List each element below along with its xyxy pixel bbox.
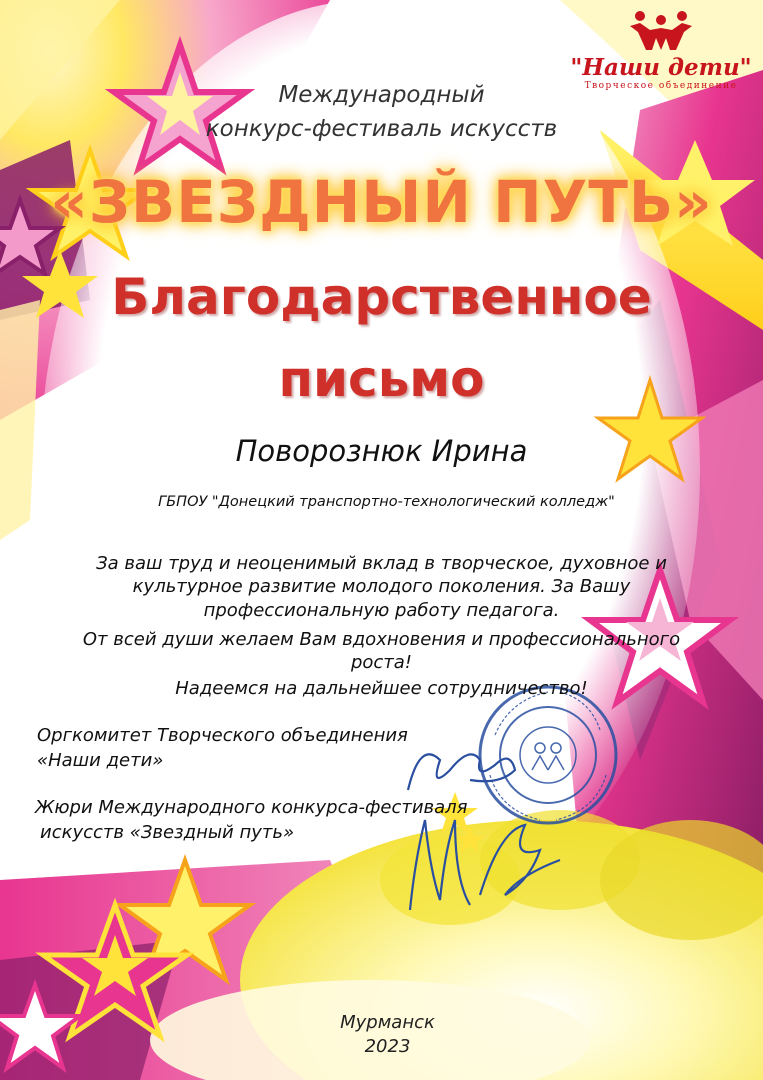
committee-signature-line-1: Оргкомитет Творческого объединения bbox=[37, 725, 408, 746]
contest-name: «ЗВЕЗДНЫЙ ПУТЬ» bbox=[50, 168, 713, 236]
logo-name: "Наши дети" bbox=[570, 54, 752, 81]
city: Мурманск bbox=[340, 1012, 435, 1033]
message-line: культурное развитие молодого поколения. За Вашу bbox=[132, 576, 631, 597]
message-line: Надеемся на дальнейшее сотрудничество! bbox=[175, 678, 588, 699]
committee-signature-line-2: «Наши дети» bbox=[37, 750, 164, 771]
header-line-1: Международный bbox=[278, 82, 485, 108]
message-line: За ваш труд и неоценимый вклад в творческое, духовное и bbox=[96, 553, 667, 574]
jury-signature-line-1: Жюри Международного конкурса-фестиваля bbox=[35, 797, 468, 818]
jury-signature-line-2: искусств «Звездный путь» bbox=[40, 822, 295, 843]
header-line-2: конкурс-фестиваль искусств bbox=[205, 116, 558, 142]
message-line: От всей души желаем Вам вдохновения и профессионального bbox=[82, 629, 681, 650]
message-line: роста! bbox=[350, 652, 413, 673]
document-title-line-1: Благодарственное bbox=[111, 268, 652, 326]
recipient-organization: ГБПОУ "Донецкий транспортно-технологический колледж" bbox=[158, 494, 615, 510]
logo-subtitle: Творческое объединение bbox=[584, 81, 738, 91]
year: 2023 bbox=[364, 1036, 411, 1057]
children-icon bbox=[626, 8, 696, 52]
message-line: профессиональную работу педагога. bbox=[203, 600, 560, 621]
recipient-name: Поворознюк Ирина bbox=[235, 434, 528, 468]
document-title-line-2: письмо bbox=[278, 350, 485, 408]
